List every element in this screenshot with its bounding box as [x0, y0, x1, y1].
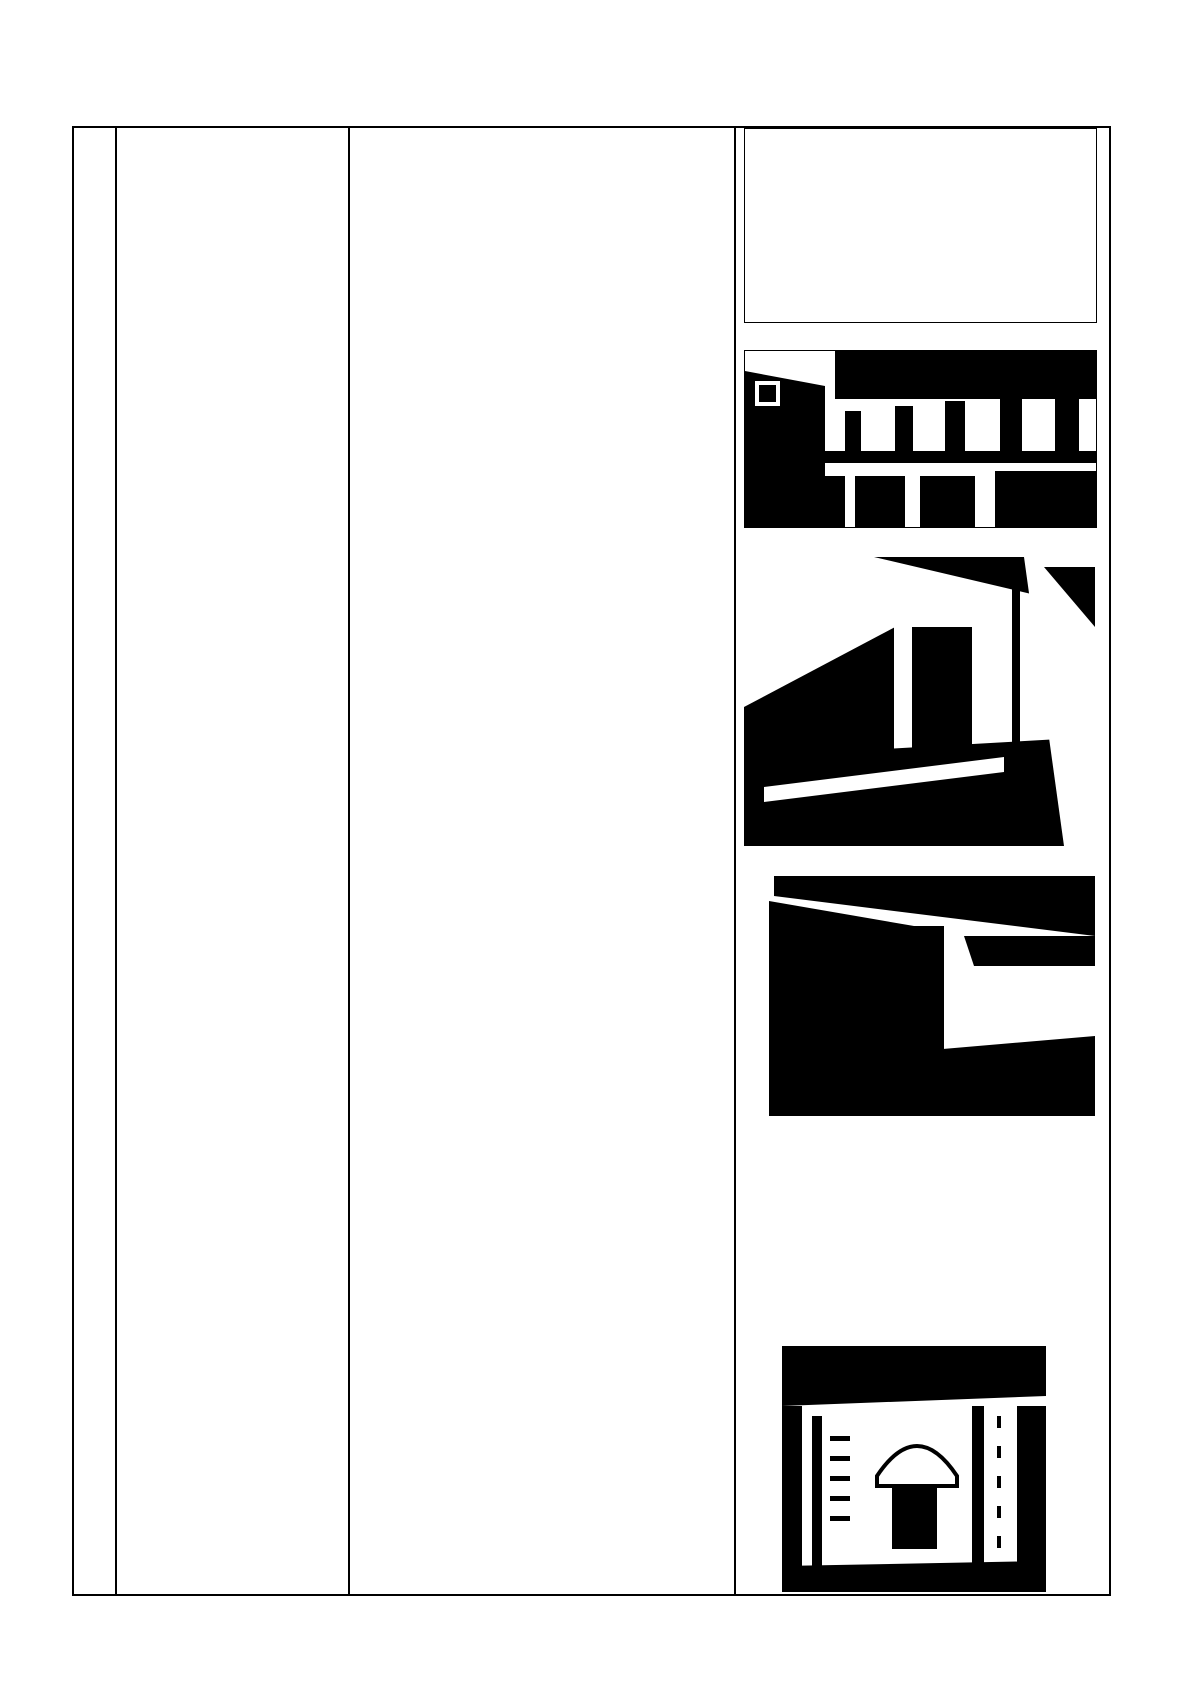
- table-border-left: [72, 126, 74, 1596]
- photo-ground-floor-niche: [744, 876, 1095, 1116]
- photo-facade-corner: [744, 128, 1097, 323]
- table-bottom-border: [72, 1594, 1111, 1596]
- column-divider-1: [115, 126, 117, 1596]
- column-divider-3: [734, 126, 736, 1596]
- photo-window-frame: [744, 557, 1095, 846]
- photo-courtyard: [744, 350, 1097, 528]
- photo-pilasters: [744, 1144, 1095, 1318]
- column-divider-2: [348, 126, 350, 1596]
- photo-arched-niche: [782, 1346, 1046, 1592]
- table-border-right: [1109, 126, 1111, 1596]
